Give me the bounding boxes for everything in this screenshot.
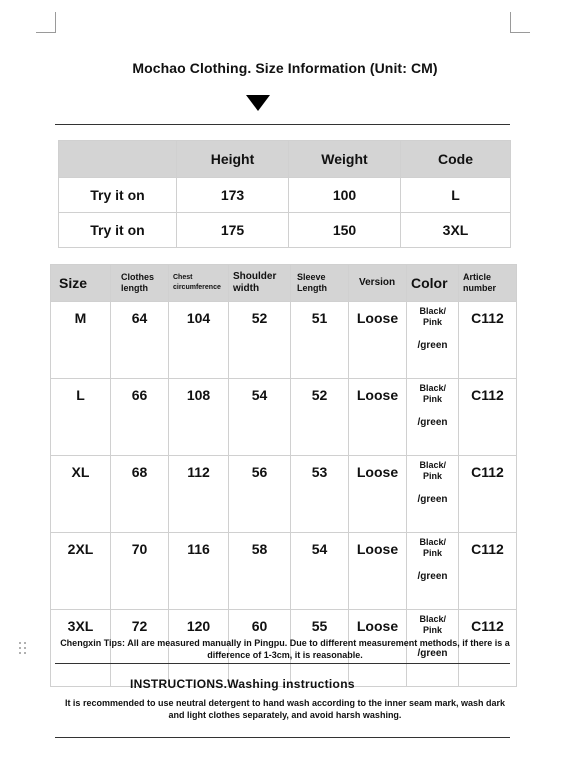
header-clothes-length: Clothes length — [111, 265, 169, 302]
row-color-primary: Black/ Pink — [419, 460, 447, 481]
size-row — [51, 533, 517, 610]
row-version: Loose — [349, 302, 407, 379]
row-shoulder: 58 — [229, 533, 291, 610]
row-chest: 104 — [169, 302, 229, 379]
header-color: Color — [407, 265, 459, 302]
row-color-secondary: /green — [417, 494, 448, 505]
tryon-table — [58, 140, 511, 248]
row-chest: 116 — [169, 533, 229, 610]
header-shoulder: Shoulder width — [229, 265, 291, 302]
tryon-label: Try it on — [59, 178, 177, 213]
row-sleeve: 51 — [291, 302, 349, 379]
row-clothes-length: 64 — [111, 302, 169, 379]
row-version: Loose — [349, 610, 407, 687]
row-color — [407, 302, 459, 379]
crop-mark-top-left-v — [55, 12, 56, 32]
tryon-weight: 100 — [289, 178, 401, 213]
row-color-secondary: /green — [417, 417, 448, 428]
row-sleeve: 55 — [291, 610, 349, 687]
row-article: C112 — [459, 610, 517, 687]
row-version: Loose — [349, 533, 407, 610]
washing-title: INSTRUCTIONS.Washing instructions — [130, 677, 355, 691]
down-arrow-icon — [246, 95, 270, 111]
row-sleeve: 53 — [291, 456, 349, 533]
row-clothes-length: 72 — [111, 610, 169, 687]
row-shoulder: 60 — [229, 610, 291, 687]
tryon-header-row — [59, 141, 511, 178]
row-color-primary: Black/ Pink — [419, 614, 447, 635]
size-table — [50, 264, 517, 687]
tryon-label: Try it on — [59, 213, 177, 248]
header-version: Version — [349, 265, 407, 302]
page-title: Mochao Clothing. Size Information (Unit: CM) — [132, 60, 438, 76]
washing-body: It is recommended to use neutral detergent to hand wash according to the inner seam mark, wash dark and light clothes separately, and avoid harsh washing. — [64, 698, 506, 720]
tryon-height: 175 — [177, 213, 289, 248]
tryon-header-weight: Weight — [289, 141, 401, 178]
tryon-height: 173 — [177, 178, 289, 213]
header-sleeve: Sleeve Length — [291, 265, 349, 302]
row-article: C112 — [459, 302, 517, 379]
row-shoulder: 52 — [229, 302, 291, 379]
row-article: C112 — [459, 379, 517, 456]
drag-handle-icon[interactable] — [18, 641, 28, 657]
row-color-secondary: /green — [417, 571, 448, 582]
row-color-secondary: /green — [417, 340, 448, 351]
crop-mark-top-left-h — [36, 32, 56, 33]
tryon-row — [59, 213, 511, 248]
row-size: L — [51, 379, 111, 456]
row-size: 3XL — [51, 610, 111, 687]
tryon-row — [59, 178, 511, 213]
size-row — [51, 302, 517, 379]
row-size: M — [51, 302, 111, 379]
size-header-row — [51, 265, 517, 302]
row-article: C112 — [459, 533, 517, 610]
row-color-primary: Black/ Pink — [419, 306, 447, 327]
divider-middle — [55, 663, 510, 664]
row-size: 2XL — [51, 533, 111, 610]
size-row — [51, 456, 517, 533]
header-size: Size — [51, 265, 111, 302]
tryon-weight: 150 — [289, 213, 401, 248]
row-version: Loose — [349, 379, 407, 456]
tryon-header-code: Code — [401, 141, 511, 178]
tryon-header-height: Height — [177, 141, 289, 178]
tryon-code: L — [401, 178, 511, 213]
row-shoulder: 56 — [229, 456, 291, 533]
row-color-secondary: /green — [417, 648, 448, 659]
tryon-code: 3XL — [401, 213, 511, 248]
row-size: XL — [51, 456, 111, 533]
row-color — [407, 456, 459, 533]
row-color — [407, 379, 459, 456]
row-color — [407, 533, 459, 610]
tryon-header-blank — [59, 141, 177, 178]
divider-bottom — [55, 737, 510, 738]
row-color-primary: Black/ Pink — [419, 537, 447, 558]
row-clothes-length: 66 — [111, 379, 169, 456]
crop-mark-top-right-h — [510, 32, 530, 33]
row-clothes-length: 70 — [111, 533, 169, 610]
row-version: Loose — [349, 456, 407, 533]
row-article: C112 — [459, 456, 517, 533]
header-article: Article number — [459, 265, 517, 302]
row-color-primary: Black/ Pink — [419, 383, 447, 404]
crop-mark-top-right-v — [510, 12, 511, 32]
row-chest: 112 — [169, 456, 229, 533]
row-clothes-length: 68 — [111, 456, 169, 533]
size-row — [51, 379, 517, 456]
row-sleeve: 54 — [291, 533, 349, 610]
row-sleeve: 52 — [291, 379, 349, 456]
row-chest: 120 — [169, 610, 229, 687]
divider-top — [55, 124, 510, 125]
header-chest: Chest circumference — [169, 265, 229, 302]
measurement-tips: Chengxin Tips: All are measured manually in Pingpu. Due to different measurement methods, if there is a difference of 1-3cm, it is reasonable. — [60, 638, 510, 660]
row-shoulder: 54 — [229, 379, 291, 456]
row-chest: 108 — [169, 379, 229, 456]
